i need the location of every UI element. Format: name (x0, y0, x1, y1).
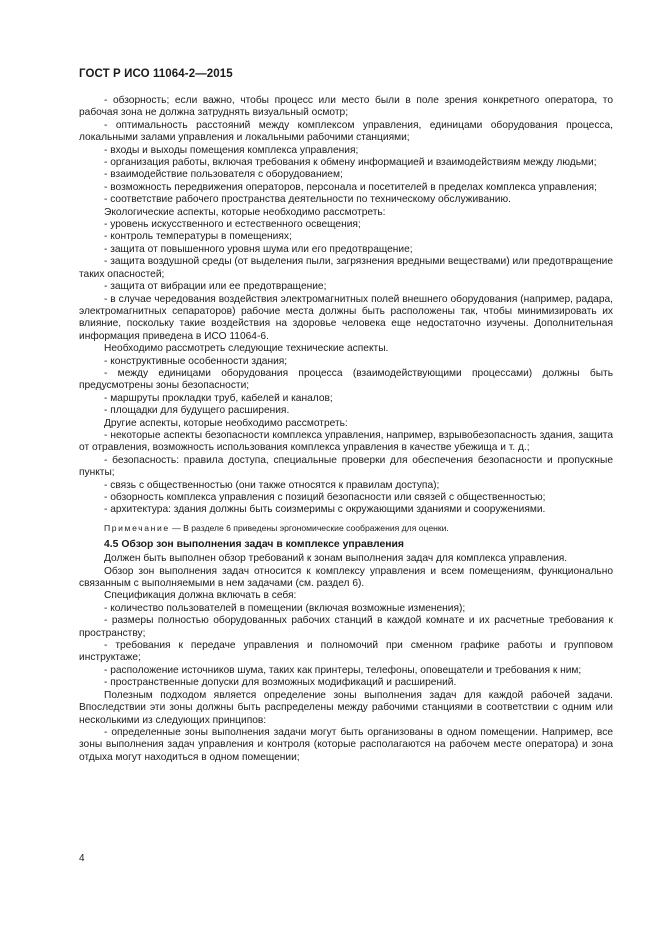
list-item: - обзорность; если важно, чтобы процесс или место были в поле зрения конкретного оператора, то рабочая зона не должна затруднять визуальный осмотр; (79, 95, 613, 119)
list-item: - площадки для будущего расширения. (104, 405, 290, 417)
paragraph: Должен быть выполнен обзор требований к зонам выполнения задач для комплекса управления. (104, 553, 568, 565)
paragraph: Необходимо рассмотреть следующие технические аспекты. (104, 343, 389, 355)
list-item: - возможность передвижения операторов, персонала и посетителей в пределах комплекса управления; (104, 181, 597, 193)
list-item: - безопасность: правила доступа, специальные проверки для обеспечения безопасности и пропускные пункты; (79, 454, 613, 479)
paragraph: Спецификация должна включать в себя: (104, 590, 297, 602)
page-number: 4 (79, 853, 85, 864)
list-item: - количество пользователей в помещении (включая возможные изменения); (104, 602, 466, 614)
list-item: - связь с общественностью (они также относятся к правилам доступа); (104, 479, 440, 491)
list-item: - в случае чередования воздействия электромагнитных полей внешнего оборудования (например, радара, электромагнитных сепараторов) рабочие места должны быть расположены так, чтобы минимизировать их влияние, поскольку такие воздействия на здоровье человека еще недостаточно изучены. Дополнительная информация приведена в ИСО 11064-6. (79, 293, 613, 342)
list-item: - организация работы, включая требования к обмену информацией и взаимодействиям между людьми; (104, 157, 597, 169)
paragraph: Полезным подходом является определение зоны выполнения задач для каждой рабочей задачи. Впоследствии эти зоны должны быть распределены между рабочими станциями в соответствии с одним или несколькими из следующих принципов: (79, 689, 613, 726)
note-text: — В разделе 6 приведены эргономические соображения для оценки. (169, 522, 449, 533)
list-item: - уровень искусственного и естественного освещения; (104, 219, 361, 231)
document-header: ГОСТ Р ИСО 11064-2—2015 (79, 68, 233, 80)
list-item: - между единицами оборудования процесса (взаимодействующими процессами) должны быть предусмотрены зоны безопасности; (79, 367, 613, 392)
list-item: - размеры полностью оборудованных рабочих станций в каждой комнате и их расчетные требования к пространству; (79, 615, 613, 639)
list-item: - обзорность комплекса управления с позиций безопасности или связей с общественностью; (104, 492, 546, 503)
list-item: - архитектура: здания должны быть соизмеримы с окружающими зданиями и сооружениями. (104, 504, 546, 516)
paragraph: Экологические аспекты, которые необходимо рассмотреть: (104, 206, 386, 218)
list-item: - соответствие рабочего пространства деятельности по техническому обслуживанию. (104, 194, 511, 206)
paragraph: Обзор зон выполнения задач относится к комплексу управления и всем помещениям, функционально связанным с выполняемыми в нем задачами (см. раздел 6). (79, 565, 613, 590)
list-item: - требования к передаче управления и полномочий при сменном графике работы и групповом инструктаже; (79, 640, 613, 664)
list-item: - взаимодействие пользователя с оборудованием; (104, 169, 343, 181)
list-item: - оптимальность расстояний между комплексом управления, единицами оборудования процесса, локальными залами управления и локальными рабочими станциями; (79, 119, 613, 144)
list-item: - защита от вибрации или ее предотвращение; (104, 281, 327, 293)
list-item: - некоторые аспекты безопасности комплекса управления, например, взрывобезопасность здания, защита от отравления, возможность использования комплекса управления в качестве убежища и т. д.; (79, 429, 613, 454)
list-item: - контроль температуры в помещениях; (104, 231, 292, 243)
document-body (79, 95, 613, 764)
note-label: Примечание (104, 522, 170, 533)
list-item: - конструктивные особенности здания; (104, 355, 288, 367)
paragraph: Другие аспекты, которые необходимо рассмотреть: (104, 417, 348, 429)
list-item: - маршруты прокладки труб, кабелей и каналов; (104, 392, 333, 404)
list-item: - определенные зоны выполнения задачи могут быть организованы в одном помещении. Например, все зоны выполнения задач управления и контроля (которые располагаются на рабочем месте оператора) и зона отдыха могут находиться в одном помещении; (79, 726, 613, 763)
list-item: - входы и выходы помещения комплекса управления; (104, 144, 359, 156)
list-item: - пространственные допуски для возможных модификаций и расширений. (104, 677, 457, 689)
list-item: - защита от повышенного уровня шума или его предотвращение; (104, 243, 413, 255)
note (79, 522, 613, 534)
list-item: - защита воздушной среды (от выделения пыли, загрязнения вредными веществами) или предотвращение таких опасностей; (79, 256, 613, 280)
list-item: - расположение источников шума, таких как принтеры, телефоны, оповещатели и требования к ним; (104, 664, 582, 676)
section-heading: 4.5 Обзор зон выполнения задач в комплексе управления (104, 539, 404, 551)
